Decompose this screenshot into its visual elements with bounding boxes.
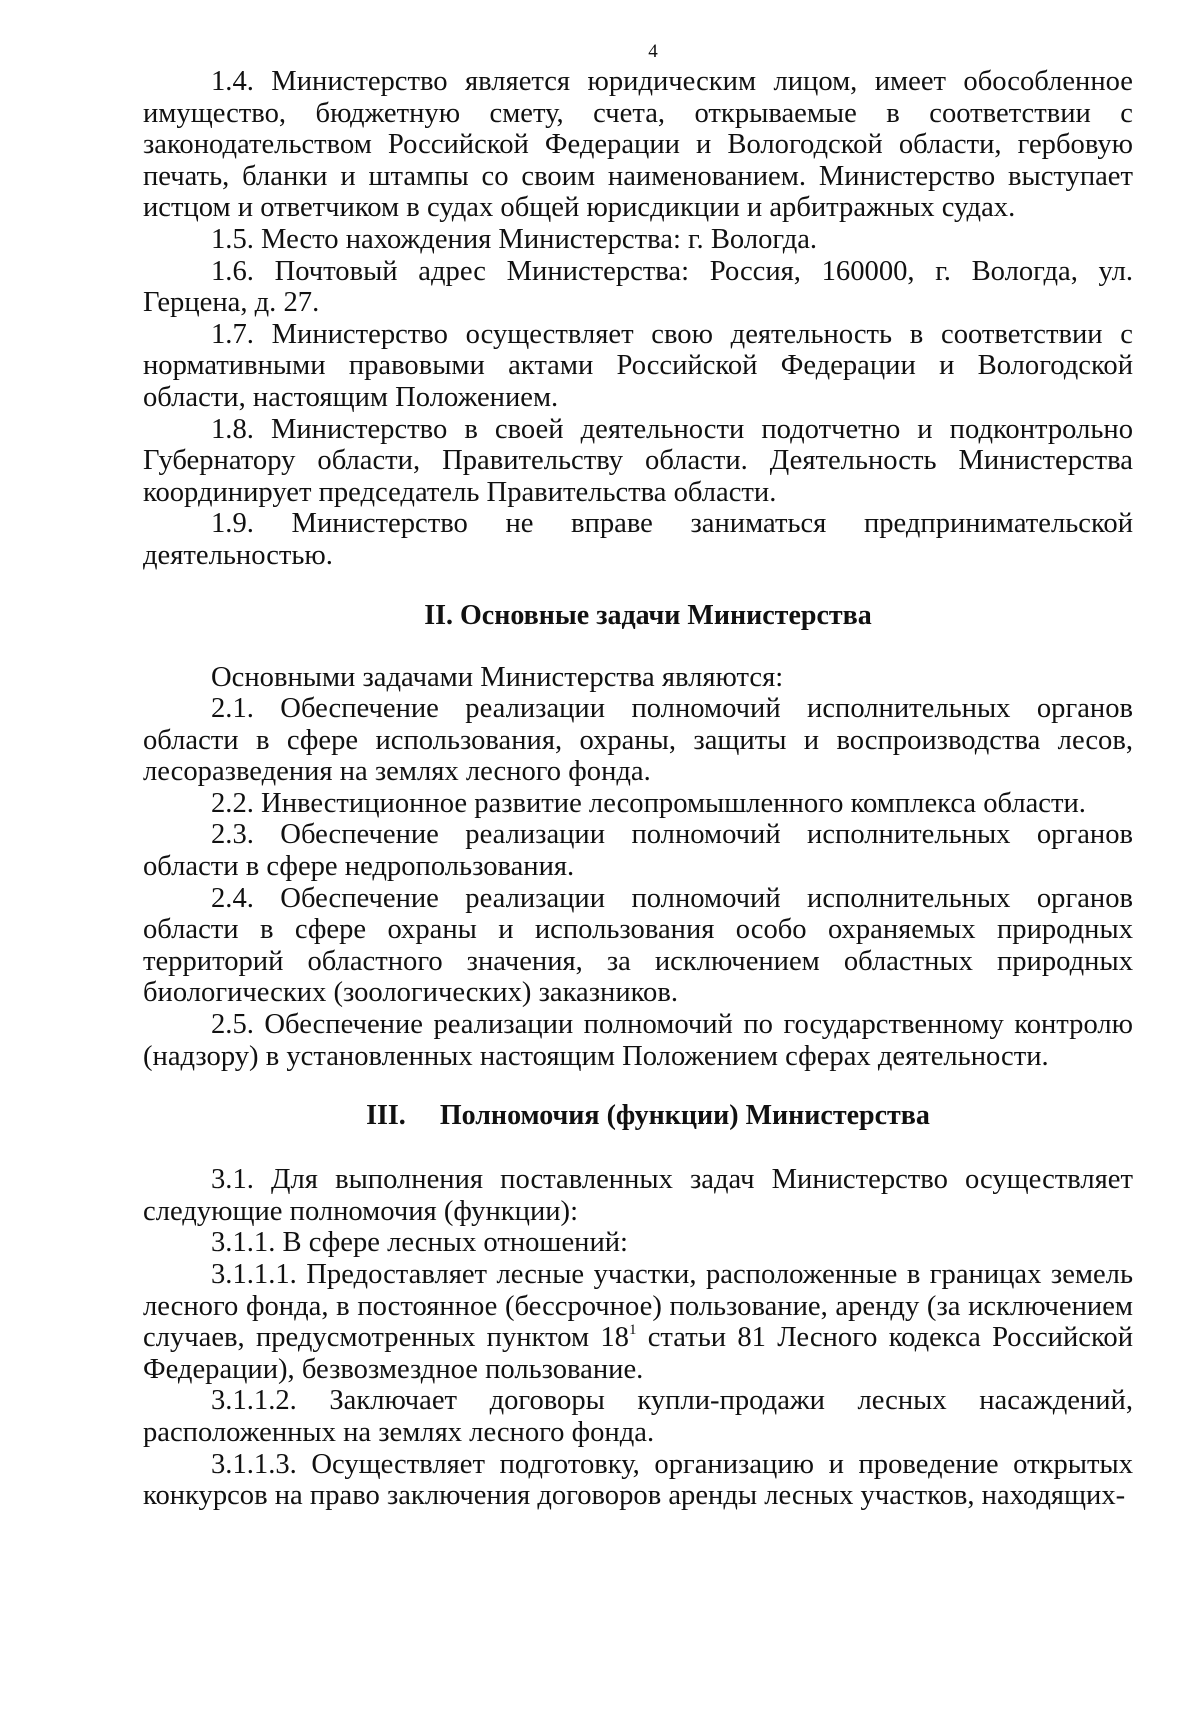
paragraph-3-1-1-1-text-start: 3.1.1.1. Предоставляет лесные участки, расположенные в границах земель лесного фонда, в постоянное (бессрочное) пользование, аренду (за исключением случаев, предусмотренных пунктом 18 (143, 1259, 1133, 1354)
paragraph-3-1-1-2: 3.1.1.2. Заключает договоры купли-продажи лесных насаждений, расположенных на землях лесного фонда. (143, 1385, 1133, 1448)
section-3-number: III. (366, 1100, 406, 1132)
paragraph-1-4: 1.4. Министерство является юридическим лицом, имеет обособленное имущество, бюджетную смету, счета, открываемые в соответствии с законодательством Российской Федерации и Вологодской области, гербовую печать, бланки и штампы со своим наименованием. Министерство выступает истцом и ответчиком в судах общей юрисдикции и арбитражных судах. (143, 66, 1133, 224)
paragraph-1-7: 1.7. Министерство осуществляет свою деятельность в соответствии с нормативными правовыми актами Российской Федерации и Вологодской области, настоящим Положением. (143, 318, 1133, 413)
paragraph-2-1: 2.1. Обеспечение реализации полномочий исполнительных органов области в сфере использования, охраны, защиты и воспроизводства лесов, лесоразведения на землях лесного фонда. (143, 693, 1133, 788)
page-number: 4 (648, 41, 658, 62)
document-page (143, 40, 1133, 1512)
paragraph-1-9: 1.9. Министерство не вправе заниматься предпринимательской деятельностью. (143, 508, 1133, 571)
superscript-footnote-mark: 1 (628, 1322, 637, 1339)
paragraph-3-1-1-1-text-end: статьи 81 Лесного кодекса Российской Федерации), безвозмездное пользование. (143, 1322, 1133, 1385)
paragraph-1-8: 1.8. Министерство в своей деятельности подотчетно и подконтрольно Губернатору области, Правительству области. Деятельность Министерства координирует председатель Правительства области. (143, 413, 1133, 508)
paragraph-1-6: 1.6. Почтовый адрес Министерства: Россия, 160000, г. Вологда, ул. Герцена, д. 27. (143, 255, 1133, 319)
paragraph-2-3: 2.3. Обеспечение реализации полномочий исполнительных органов области в сфере недропользования. (143, 819, 1133, 883)
paragraph-2-2: 2.2. Инвестиционное развитие лесопромышленного комплекса области. (211, 787, 1086, 819)
paragraph-2-4: 2.4. Обеспечение реализации полномочий исполнительных органов области в сфере охраны и использования особо охраняемых природных территорий областного значения, за исключением областных природных биологических (зоологических) заказников. (143, 882, 1133, 1009)
section-3-heading (143, 1100, 1133, 1132)
section-3-title: Полномочия (функции) Министерства (439, 1100, 930, 1132)
paragraph-3-1-1: 3.1.1. В сфере лесных отношений: (211, 1227, 628, 1259)
section-2-intro: Основными задачами Министерства являются: (211, 661, 784, 693)
paragraph-3-1-1-3: 3.1.1.3. Осуществляет подготовку, организацию и проведение открытых конкурсов на право заключения договоров аренды лесных участков, находящих- (143, 1448, 1133, 1512)
paragraph-1-5: 1.5. Место нахождения Министерства: г. Вологда. (211, 223, 818, 255)
paragraph-3-1-1-1 (143, 1259, 1133, 1385)
section-2-heading: II. Основные задачи Министерства (424, 599, 872, 631)
paragraph-2-5: 2.5. Обеспечение реализации полномочий по государственному контролю (надзору) в установленных настоящим Положением сферах деятельности. (143, 1009, 1133, 1072)
paragraph-3-1: 3.1. Для выполнения поставленных задач Министерство осуществляет следующие полномочия (функции): (143, 1164, 1133, 1227)
